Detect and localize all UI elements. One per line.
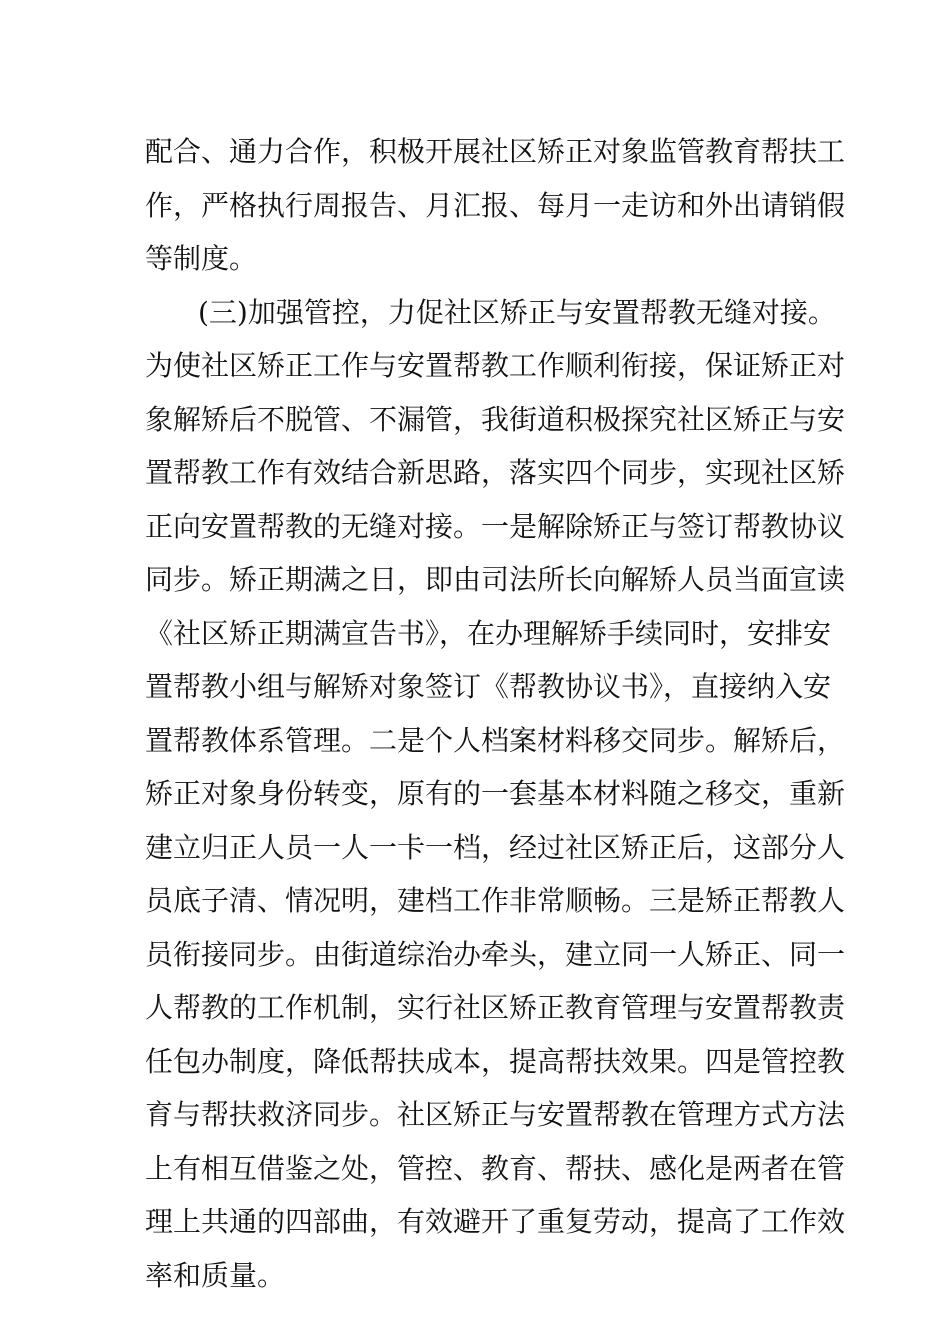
paragraph-1 bbox=[145, 125, 846, 286]
text-line: 置帮教体系管理。二是个人档案材料移交同步。解矫后， bbox=[145, 723, 846, 757]
text-line: 率和质量。 bbox=[145, 1258, 286, 1292]
text-line: 员底子清、情况明，建档工作非常顺畅。三是矫正帮教人 bbox=[145, 884, 846, 917]
text-line: 作，严格执行周报告、月汇报、每月一走访和外出请销假 bbox=[145, 188, 846, 222]
text-line: 育与帮扶救济同步。社区矫正与安置帮教在管理方式方法 bbox=[145, 1098, 846, 1131]
text-line: 置帮教工作有效结合新思路，落实四个同步，实现社区矫 bbox=[145, 456, 846, 489]
text-line: 上有相互借鉴之处，管控、教育、帮扶、感化是两者在管 bbox=[145, 1151, 846, 1185]
text-line: 为使社区矫正工作与安置帮教工作顺利衔接，保证矫正对 bbox=[145, 349, 846, 382]
text-line: 配合、通力合作，积极开展社区矫正对象监管教育帮扶工 bbox=[145, 135, 846, 168]
text-line: 置帮教小组与解矫对象签订《帮教协议书》，直接纳入安 bbox=[145, 670, 832, 703]
text-line: 《社区矫正期满宣告书》，在办理解矫手续同时，安排安 bbox=[145, 616, 832, 650]
text-line: 象解矫后不脱管、不漏管，我街道积极探究社区矫正与安 bbox=[145, 402, 846, 436]
text-line: 同步。矫正期满之日，即由司法所长向解矫人员当面宣读 bbox=[145, 563, 846, 596]
text-line: 矫正对象身份转变，原有的一套基本材料随之移交，重新 bbox=[145, 777, 846, 810]
text-line: 理上共通的四部曲，有效避开了重复劳动，提高了工作效 bbox=[145, 1205, 846, 1238]
text-line: 员衔接同步。由街道综治办牵头，建立同一人矫正、同一 bbox=[145, 937, 846, 971]
paragraph-2 bbox=[145, 286, 846, 1303]
document-body bbox=[145, 125, 846, 1302]
text-line: 人帮教的工作机制，实行社区矫正教育管理与安置帮教责 bbox=[145, 991, 846, 1024]
text-line: 任包办制度，降低帮扶成本，提高帮扶效果。四是管控教 bbox=[145, 1044, 846, 1078]
section-heading-line: (三)加强管控，力促社区矫正与安置帮教无缝对接。 bbox=[198, 295, 836, 329]
text-line: 正向安置帮教的无缝对接。一是解除矫正与签订帮教协议 bbox=[145, 509, 846, 543]
text-line: 建立归正人员一人一卡一档，经过社区矫正后，这部分人 bbox=[145, 830, 846, 864]
text-line: 等制度。 bbox=[145, 242, 258, 275]
